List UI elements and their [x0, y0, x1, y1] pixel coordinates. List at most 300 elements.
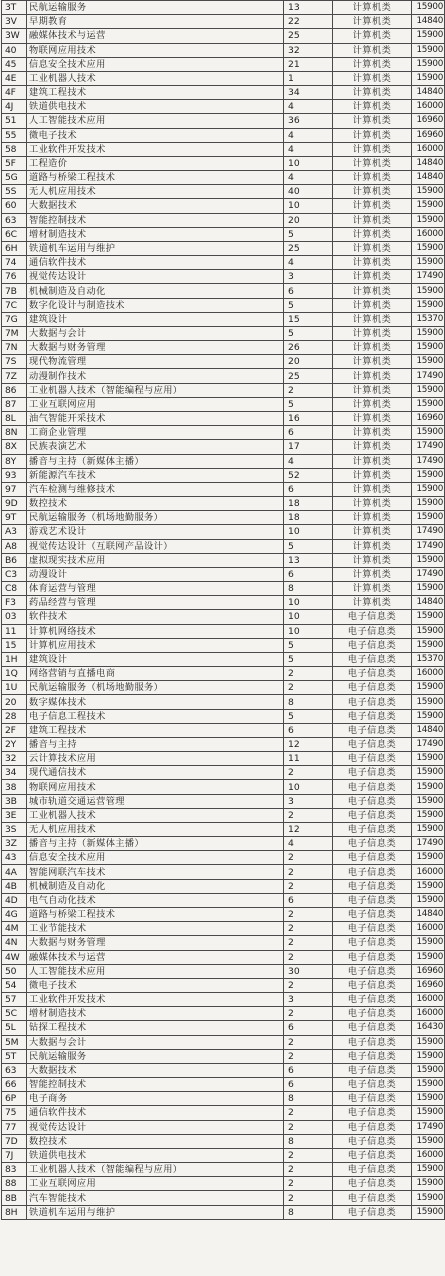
major-name-cell: 大数据与会计: [27, 326, 284, 340]
table-row: [2, 908, 445, 922]
major-name-cell: 大数据与财务管理: [27, 936, 284, 950]
major-code-cell: 7M: [2, 326, 27, 340]
major-name-cell: 体育运营与管理: [27, 582, 284, 596]
major-name-cell: 增材制造技术: [27, 227, 284, 241]
tuition-fee-cell: 16960: [412, 411, 445, 425]
plan-count-cell: 2: [284, 1035, 333, 1049]
major-name-cell: 建筑设计: [27, 652, 284, 666]
major-name-cell: 机械制造及自动化: [27, 284, 284, 298]
major-name-cell: 民航运输服务（机场地勤服务）: [27, 681, 284, 695]
table-row: [2, 171, 445, 185]
subject-category-cell: 电子信息类: [333, 1120, 412, 1134]
major-code-cell: 57: [2, 993, 27, 1007]
table-row: [2, 411, 445, 425]
major-code-cell: 03: [2, 610, 27, 624]
table-row: [2, 1092, 445, 1106]
table-row: [2, 15, 445, 29]
plan-count-cell: 2: [284, 766, 333, 780]
plan-count-cell: 13: [284, 553, 333, 567]
plan-count-cell: 6: [284, 1021, 333, 1035]
table-row: [2, 156, 445, 170]
table-row: [2, 1191, 445, 1205]
tuition-fee-cell: 16000: [412, 667, 445, 681]
major-code-cell: 20: [2, 695, 27, 709]
table-row: [2, 993, 445, 1007]
table-row: [2, 142, 445, 156]
plan-count-cell: 5: [284, 397, 333, 411]
major-code-cell: 77: [2, 1120, 27, 1134]
table-row: [2, 326, 445, 340]
table-row: [2, 383, 445, 397]
plan-count-cell: 32: [284, 43, 333, 57]
subject-category-cell: 电子信息类: [333, 624, 412, 638]
tuition-fee-cell: 15900: [412, 681, 445, 695]
plan-count-cell: 5: [284, 326, 333, 340]
tuition-fee-cell: 15900: [412, 71, 445, 85]
plan-count-cell: 2: [284, 865, 333, 879]
tuition-fee-cell: 15900: [412, 851, 445, 865]
tuition-fee-cell: 14840: [412, 156, 445, 170]
major-code-cell: 3W: [2, 29, 27, 43]
plan-count-cell: 4: [284, 256, 333, 270]
table-row: [2, 709, 445, 723]
subject-category-cell: 电子信息类: [333, 1177, 412, 1191]
major-name-cell: 大数据技术: [27, 199, 284, 213]
plan-count-cell: 5: [284, 709, 333, 723]
table-row: [2, 922, 445, 936]
subject-category-cell: 计算机类: [333, 397, 412, 411]
major-name-cell: 智能控制技术: [27, 213, 284, 227]
major-code-cell: F3: [2, 596, 27, 610]
subject-category-cell: 电子信息类: [333, 652, 412, 666]
plan-count-cell: 52: [284, 468, 333, 482]
tuition-fee-cell: 16960: [412, 128, 445, 142]
table-row: [2, 397, 445, 411]
major-code-cell: 4G: [2, 908, 27, 922]
plan-count-cell: 26: [284, 341, 333, 355]
major-code-cell: 8B: [2, 1191, 27, 1205]
plan-count-cell: 4: [284, 142, 333, 156]
major-name-cell: 大数据技术: [27, 1063, 284, 1077]
major-name-cell: 工业互联网应用: [27, 1177, 284, 1191]
major-name-cell: 民族表演艺术: [27, 440, 284, 454]
table-row: [2, 596, 445, 610]
major-code-cell: 58: [2, 142, 27, 156]
plan-count-cell: 6: [284, 567, 333, 581]
table-row: [2, 369, 445, 383]
major-name-cell: 智能控制技术: [27, 1078, 284, 1092]
plan-count-cell: 4: [284, 454, 333, 468]
table-row: [2, 270, 445, 284]
major-name-cell: 计算机应用技术: [27, 638, 284, 652]
table-row: [2, 1007, 445, 1021]
plan-count-cell: 10: [284, 199, 333, 213]
major-name-cell: 新能源汽车技术: [27, 468, 284, 482]
table-row: [2, 454, 445, 468]
table-row: [2, 964, 445, 978]
table-row: [2, 766, 445, 780]
tuition-fee-cell: 15900: [412, 1049, 445, 1063]
major-name-cell: 数控技术: [27, 1134, 284, 1148]
major-code-cell: 93: [2, 468, 27, 482]
tuition-fee-cell: 15900: [412, 256, 445, 270]
major-name-cell: 油气智能开采技术: [27, 411, 284, 425]
tuition-fee-cell: 16000: [412, 865, 445, 879]
subject-category-cell: 计算机类: [333, 114, 412, 128]
major-code-cell: 50: [2, 964, 27, 978]
subject-category-cell: 计算机类: [333, 369, 412, 383]
subject-category-cell: 电子信息类: [333, 851, 412, 865]
table-row: [2, 1177, 445, 1191]
major-name-cell: 汽车智能技术: [27, 1191, 284, 1205]
subject-category-cell: 电子信息类: [333, 865, 412, 879]
major-code-cell: 7B: [2, 284, 27, 298]
subject-category-cell: 电子信息类: [333, 610, 412, 624]
subject-category-cell: 计算机类: [333, 15, 412, 29]
table-row: [2, 100, 445, 114]
plan-count-cell: 2: [284, 1049, 333, 1063]
plan-count-cell: 5: [284, 539, 333, 553]
tuition-fee-cell: 15900: [412, 638, 445, 652]
table-row: [2, 426, 445, 440]
tuition-fee-cell: 17490: [412, 539, 445, 553]
subject-category-cell: 计算机类: [333, 284, 412, 298]
major-name-cell: 工业机器人技术: [27, 808, 284, 822]
major-name-cell: 播音与主持（新媒体主播）: [27, 454, 284, 468]
tuition-fee-cell: 17490: [412, 270, 445, 284]
subject-category-cell: 电子信息类: [333, 908, 412, 922]
major-code-cell: 55: [2, 128, 27, 142]
subject-category-cell: 计算机类: [333, 383, 412, 397]
major-code-cell: 60: [2, 199, 27, 213]
subject-category-cell: 计算机类: [333, 185, 412, 199]
table-row: [2, 341, 445, 355]
tuition-fee-cell: 15900: [412, 497, 445, 511]
major-name-cell: 数字媒体技术: [27, 695, 284, 709]
major-code-cell: C3: [2, 567, 27, 581]
plan-count-cell: 10: [284, 610, 333, 624]
table-row: [2, 638, 445, 652]
major-name-cell: 计算机网络技术: [27, 624, 284, 638]
tuition-fee-cell: 14840: [412, 908, 445, 922]
major-name-cell: 机械制造及自动化: [27, 879, 284, 893]
table-row: [2, 567, 445, 581]
subject-category-cell: 电子信息类: [333, 1163, 412, 1177]
plan-count-cell: 12: [284, 822, 333, 836]
tuition-fee-cell: 16960: [412, 978, 445, 992]
subject-category-cell: 计算机类: [333, 199, 412, 213]
tuition-fee-cell: 15900: [412, 1035, 445, 1049]
major-code-cell: 32: [2, 752, 27, 766]
admission-plan-table: [1, 0, 445, 1220]
table-row: [2, 57, 445, 71]
tuition-fee-cell: 16000: [412, 993, 445, 1007]
major-code-cell: 7J: [2, 1148, 27, 1162]
major-code-cell: 5T: [2, 1049, 27, 1063]
plan-count-cell: 15: [284, 312, 333, 326]
tuition-fee-cell: 15900: [412, 1078, 445, 1092]
tuition-fee-cell: 14840: [412, 723, 445, 737]
plan-count-cell: 2: [284, 1106, 333, 1120]
plan-count-cell: 10: [284, 624, 333, 638]
table-row: [2, 808, 445, 822]
major-name-cell: 通信软件技术: [27, 256, 284, 270]
tuition-fee-cell: 15900: [412, 794, 445, 808]
tuition-fee-cell: 15900: [412, 397, 445, 411]
tuition-fee-cell: 15900: [412, 511, 445, 525]
plan-count-cell: 34: [284, 86, 333, 100]
plan-count-cell: 2: [284, 936, 333, 950]
major-name-cell: 播音与主持: [27, 737, 284, 751]
major-code-cell: 4N: [2, 936, 27, 950]
subject-category-cell: 计算机类: [333, 482, 412, 496]
subject-category-cell: 计算机类: [333, 227, 412, 241]
major-name-cell: 民航运输服务（机场地勤服务）: [27, 511, 284, 525]
subject-category-cell: 计算机类: [333, 86, 412, 100]
major-name-cell: 融媒体技术与运营: [27, 950, 284, 964]
tuition-fee-cell: 15900: [412, 1, 445, 15]
major-code-cell: 4D: [2, 893, 27, 907]
plan-count-cell: 2: [284, 1120, 333, 1134]
table-row: [2, 29, 445, 43]
major-code-cell: 97: [2, 482, 27, 496]
major-name-cell: 铁道机车运用与维护: [27, 241, 284, 255]
tuition-fee-cell: 15900: [412, 383, 445, 397]
table-row: [2, 851, 445, 865]
tuition-fee-cell: 15370: [412, 312, 445, 326]
plan-count-cell: 8: [284, 1134, 333, 1148]
subject-category-cell: 电子信息类: [333, 1035, 412, 1049]
major-name-cell: 游戏艺术设计: [27, 525, 284, 539]
major-name-cell: 大数据与会计: [27, 1035, 284, 1049]
subject-category-cell: 计算机类: [333, 582, 412, 596]
major-name-cell: 现代物流管理: [27, 355, 284, 369]
tuition-fee-cell: 15900: [412, 213, 445, 227]
tuition-fee-cell: 17490: [412, 567, 445, 581]
major-code-cell: 9T: [2, 511, 27, 525]
major-name-cell: 视觉传达设计: [27, 270, 284, 284]
table-row: [2, 780, 445, 794]
subject-category-cell: 电子信息类: [333, 964, 412, 978]
major-name-cell: 物联网应用技术: [27, 43, 284, 57]
subject-category-cell: 电子信息类: [333, 822, 412, 836]
subject-category-cell: 电子信息类: [333, 1049, 412, 1063]
table-row: [2, 794, 445, 808]
tuition-fee-cell: 15900: [412, 610, 445, 624]
table-row: [2, 312, 445, 326]
tuition-fee-cell: 14840: [412, 15, 445, 29]
tuition-fee-cell: 14840: [412, 171, 445, 185]
table-row: [2, 43, 445, 57]
major-name-cell: 视觉传达设计（互联网产品设计）: [27, 539, 284, 553]
major-code-cell: 1Q: [2, 667, 27, 681]
plan-count-cell: 2: [284, 950, 333, 964]
major-name-cell: 数控技术: [27, 497, 284, 511]
major-name-cell: 药品经营与管理: [27, 596, 284, 610]
table-row: [2, 114, 445, 128]
subject-category-cell: 电子信息类: [333, 808, 412, 822]
subject-category-cell: 电子信息类: [333, 978, 412, 992]
tuition-fee-cell: 15900: [412, 341, 445, 355]
plan-count-cell: 8: [284, 582, 333, 596]
major-name-cell: 电子商务: [27, 1092, 284, 1106]
subject-category-cell: 电子信息类: [333, 766, 412, 780]
plan-count-cell: 4: [284, 171, 333, 185]
plan-count-cell: 4: [284, 837, 333, 851]
plan-count-cell: 6: [284, 893, 333, 907]
subject-category-cell: 计算机类: [333, 596, 412, 610]
tuition-fee-cell: 15900: [412, 695, 445, 709]
table-row: [2, 185, 445, 199]
subject-category-cell: 电子信息类: [333, 723, 412, 737]
major-name-cell: 云计算技术应用: [27, 752, 284, 766]
major-code-cell: 3T: [2, 1, 27, 15]
subject-category-cell: 电子信息类: [333, 1078, 412, 1092]
major-name-cell: 网络营销与直播电商: [27, 667, 284, 681]
subject-category-cell: 电子信息类: [333, 638, 412, 652]
major-code-cell: 7D: [2, 1134, 27, 1148]
tuition-fee-cell: 15900: [412, 822, 445, 836]
major-name-cell: 汽车检测与维修技术: [27, 482, 284, 496]
major-name-cell: 铁道供电技术: [27, 100, 284, 114]
plan-count-cell: 21: [284, 57, 333, 71]
tuition-fee-cell: 15900: [412, 1134, 445, 1148]
major-code-cell: 6C: [2, 227, 27, 241]
table-row: [2, 624, 445, 638]
table-row: [2, 497, 445, 511]
subject-category-cell: 计算机类: [333, 440, 412, 454]
table-row: [2, 71, 445, 85]
major-code-cell: C8: [2, 582, 27, 596]
plan-count-cell: 25: [284, 369, 333, 383]
subject-category-cell: 计算机类: [333, 355, 412, 369]
major-name-cell: 道路与桥梁工程技术: [27, 171, 284, 185]
table-row: [2, 511, 445, 525]
major-code-cell: 45: [2, 57, 27, 71]
subject-category-cell: 计算机类: [333, 539, 412, 553]
table-row: [2, 822, 445, 836]
subject-category-cell: 电子信息类: [333, 695, 412, 709]
table-row: [2, 936, 445, 950]
major-name-cell: 物联网应用技术: [27, 780, 284, 794]
major-code-cell: 40: [2, 43, 27, 57]
tuition-fee-cell: 16000: [412, 227, 445, 241]
table-row: [2, 681, 445, 695]
major-code-cell: 63: [2, 1063, 27, 1077]
plan-count-cell: 2: [284, 1007, 333, 1021]
tuition-fee-cell: 15900: [412, 936, 445, 950]
major-code-cell: A3: [2, 525, 27, 539]
table-row: [2, 128, 445, 142]
plan-count-cell: 25: [284, 29, 333, 43]
table-row: [2, 752, 445, 766]
major-code-cell: 5F: [2, 156, 27, 170]
plan-count-cell: 2: [284, 922, 333, 936]
tuition-fee-cell: 15900: [412, 57, 445, 71]
subject-category-cell: 计算机类: [333, 171, 412, 185]
tuition-fee-cell: 15900: [412, 582, 445, 596]
major-code-cell: 34: [2, 766, 27, 780]
major-name-cell: 工商企业管理: [27, 426, 284, 440]
plan-count-cell: 16: [284, 411, 333, 425]
table-row: [2, 865, 445, 879]
major-code-cell: 2Y: [2, 737, 27, 751]
subject-category-cell: 电子信息类: [333, 1007, 412, 1021]
major-code-cell: B6: [2, 553, 27, 567]
tuition-fee-cell: 15900: [412, 624, 445, 638]
major-name-cell: 现代通信技术: [27, 766, 284, 780]
tuition-fee-cell: 15900: [412, 766, 445, 780]
major-code-cell: 66: [2, 1078, 27, 1092]
major-name-cell: 工业机器人技术（智能编程与应用）: [27, 383, 284, 397]
tuition-fee-cell: 15900: [412, 468, 445, 482]
plan-count-cell: 11: [284, 752, 333, 766]
tuition-fee-cell: 15900: [412, 1092, 445, 1106]
subject-category-cell: 电子信息类: [333, 837, 412, 851]
major-code-cell: 4W: [2, 950, 27, 964]
subject-category-cell: 计算机类: [333, 312, 412, 326]
major-name-cell: 微电子技术: [27, 978, 284, 992]
major-name-cell: 电气自动化技术: [27, 893, 284, 907]
major-code-cell: 5M: [2, 1035, 27, 1049]
plan-count-cell: 2: [284, 908, 333, 922]
tuition-fee-cell: 15900: [412, 199, 445, 213]
tuition-fee-cell: 15900: [412, 355, 445, 369]
plan-count-cell: 5: [284, 652, 333, 666]
tuition-fee-cell: 17490: [412, 440, 445, 454]
plan-count-cell: 13: [284, 1, 333, 15]
major-code-cell: 1H: [2, 652, 27, 666]
major-name-cell: 工业软件开发技术: [27, 142, 284, 156]
subject-category-cell: 电子信息类: [333, 922, 412, 936]
major-name-cell: 电子信息工程技术: [27, 709, 284, 723]
subject-category-cell: 计算机类: [333, 567, 412, 581]
subject-category-cell: 计算机类: [333, 142, 412, 156]
subject-category-cell: 计算机类: [333, 454, 412, 468]
major-code-cell: 38: [2, 780, 27, 794]
plan-count-cell: 10: [284, 525, 333, 539]
major-code-cell: 15: [2, 638, 27, 652]
tuition-fee-cell: 17490: [412, 454, 445, 468]
plan-count-cell: 30: [284, 964, 333, 978]
major-code-cell: 8Y: [2, 454, 27, 468]
major-code-cell: 8H: [2, 1205, 27, 1219]
subject-category-cell: 电子信息类: [333, 1205, 412, 1219]
table-row: [2, 213, 445, 227]
table-row: [2, 355, 445, 369]
major-name-cell: 虚拟现实技术应用: [27, 553, 284, 567]
major-code-cell: 5L: [2, 1021, 27, 1035]
plan-count-cell: 3: [284, 993, 333, 1007]
major-code-cell: 2F: [2, 723, 27, 737]
major-code-cell: 51: [2, 114, 27, 128]
tuition-fee-cell: 15900: [412, 43, 445, 57]
major-code-cell: 8X: [2, 440, 27, 454]
plan-count-cell: 17: [284, 440, 333, 454]
major-code-cell: 9D: [2, 497, 27, 511]
major-name-cell: 工业机器人技术（智能编程与应用）: [27, 1163, 284, 1177]
table-row: [2, 652, 445, 666]
major-name-cell: 融媒体技术与运营: [27, 29, 284, 43]
tuition-fee-cell: 15900: [412, 752, 445, 766]
table-row: [2, 1120, 445, 1134]
major-name-cell: 大数据与财务管理: [27, 341, 284, 355]
subject-category-cell: 计算机类: [333, 1, 412, 15]
tuition-fee-cell: 15900: [412, 326, 445, 340]
tuition-fee-cell: 15900: [412, 29, 445, 43]
subject-category-cell: 计算机类: [333, 270, 412, 284]
plan-count-cell: 2: [284, 1163, 333, 1177]
